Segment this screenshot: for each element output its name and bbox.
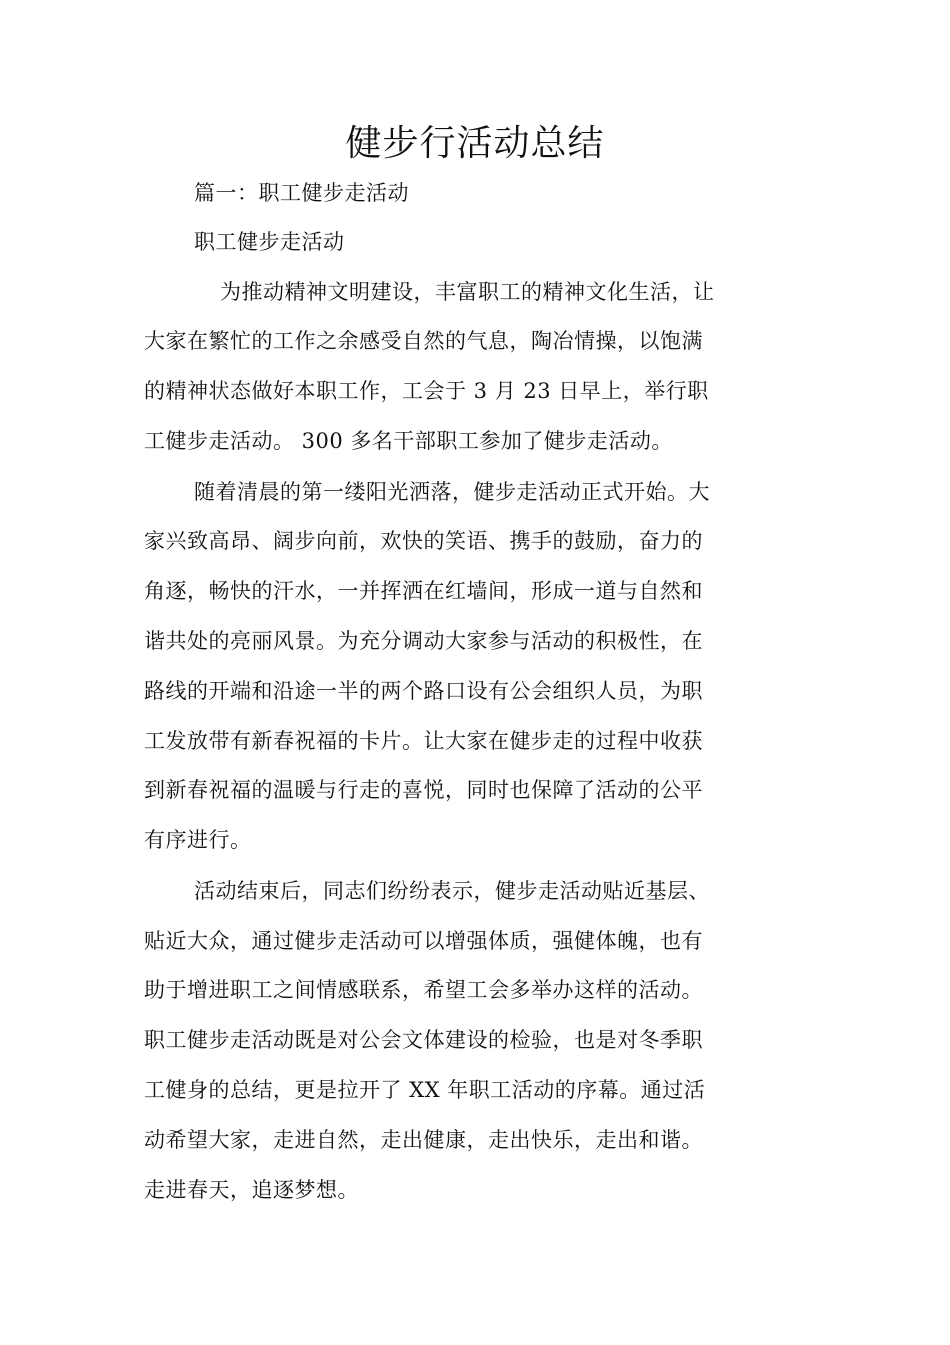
paragraph-line: 工发放带有新春祝福的卡片。让大家在健步走的过程中收获 [144,729,703,753]
paragraph-line: 到新春祝福的温暖与行走的喜悦，同时也保障了活动的公平 [144,778,703,802]
paragraph-line: 贴近大众，通过健步走活动可以增强体质，强健体魄，也有 [144,929,703,953]
paragraph-line: 动希望大家，走进自然，走出健康，走出快乐，走出和谐。 [144,1128,703,1152]
paragraph-line: 工健步走活动。 300 多名干部职工参加了健步走活动。 [144,429,673,453]
paragraph-line: 大家在繁忙的工作之余感受自然的气息，陶冶情操，以饱满 [144,329,703,353]
paragraph-line: 家兴致高昂、阔步向前，欢快的笑语、携手的鼓励，奋力的 [144,529,703,553]
paragraph-line: 角逐，畅快的汗水，一并挥洒在红墙间，形成一道与自然和 [144,579,703,603]
paragraph-line: 有序进行。 [144,828,252,852]
paragraph-line: 谐共处的亮丽风景。为充分调动大家参与活动的积极性，在 [144,629,703,653]
paragraph-line: 走进春天，追逐梦想。 [144,1178,359,1202]
paragraph-line: 活动结束后，同志们纷纷表示，健步走活动贴近基层、 [194,879,710,903]
paragraph-line: 路线的开端和沿途一半的两个路口设有公会组织人员，为职 [144,679,703,703]
subheading: 篇一：职工健步走活动 [194,181,409,205]
document-title: 健步行活动总结 [345,123,605,164]
paragraph-line: 职工健步走活动既是对公会文体建设的检验，也是对冬季职 [144,1028,703,1052]
paragraph-line: 为推动精神文明建设，丰富职工的精神文化生活，让 [220,280,715,304]
paragraph-line: 的精神状态做好本职工作，工会于 3 月 23 日早上，举行职 [144,379,709,403]
paragraph-line: 工健身的总结，更是拉开了 XX 年职工活动的序幕。通过活 [144,1078,706,1102]
paragraph-line: 助于增进职工之间情感联系，希望工会多举办这样的活动。 [144,978,703,1002]
paragraph-line: 随着清晨的第一缕阳光洒落，健步走活动正式开始。大 [194,480,710,504]
section-heading: 职工健步走活动 [194,230,345,254]
